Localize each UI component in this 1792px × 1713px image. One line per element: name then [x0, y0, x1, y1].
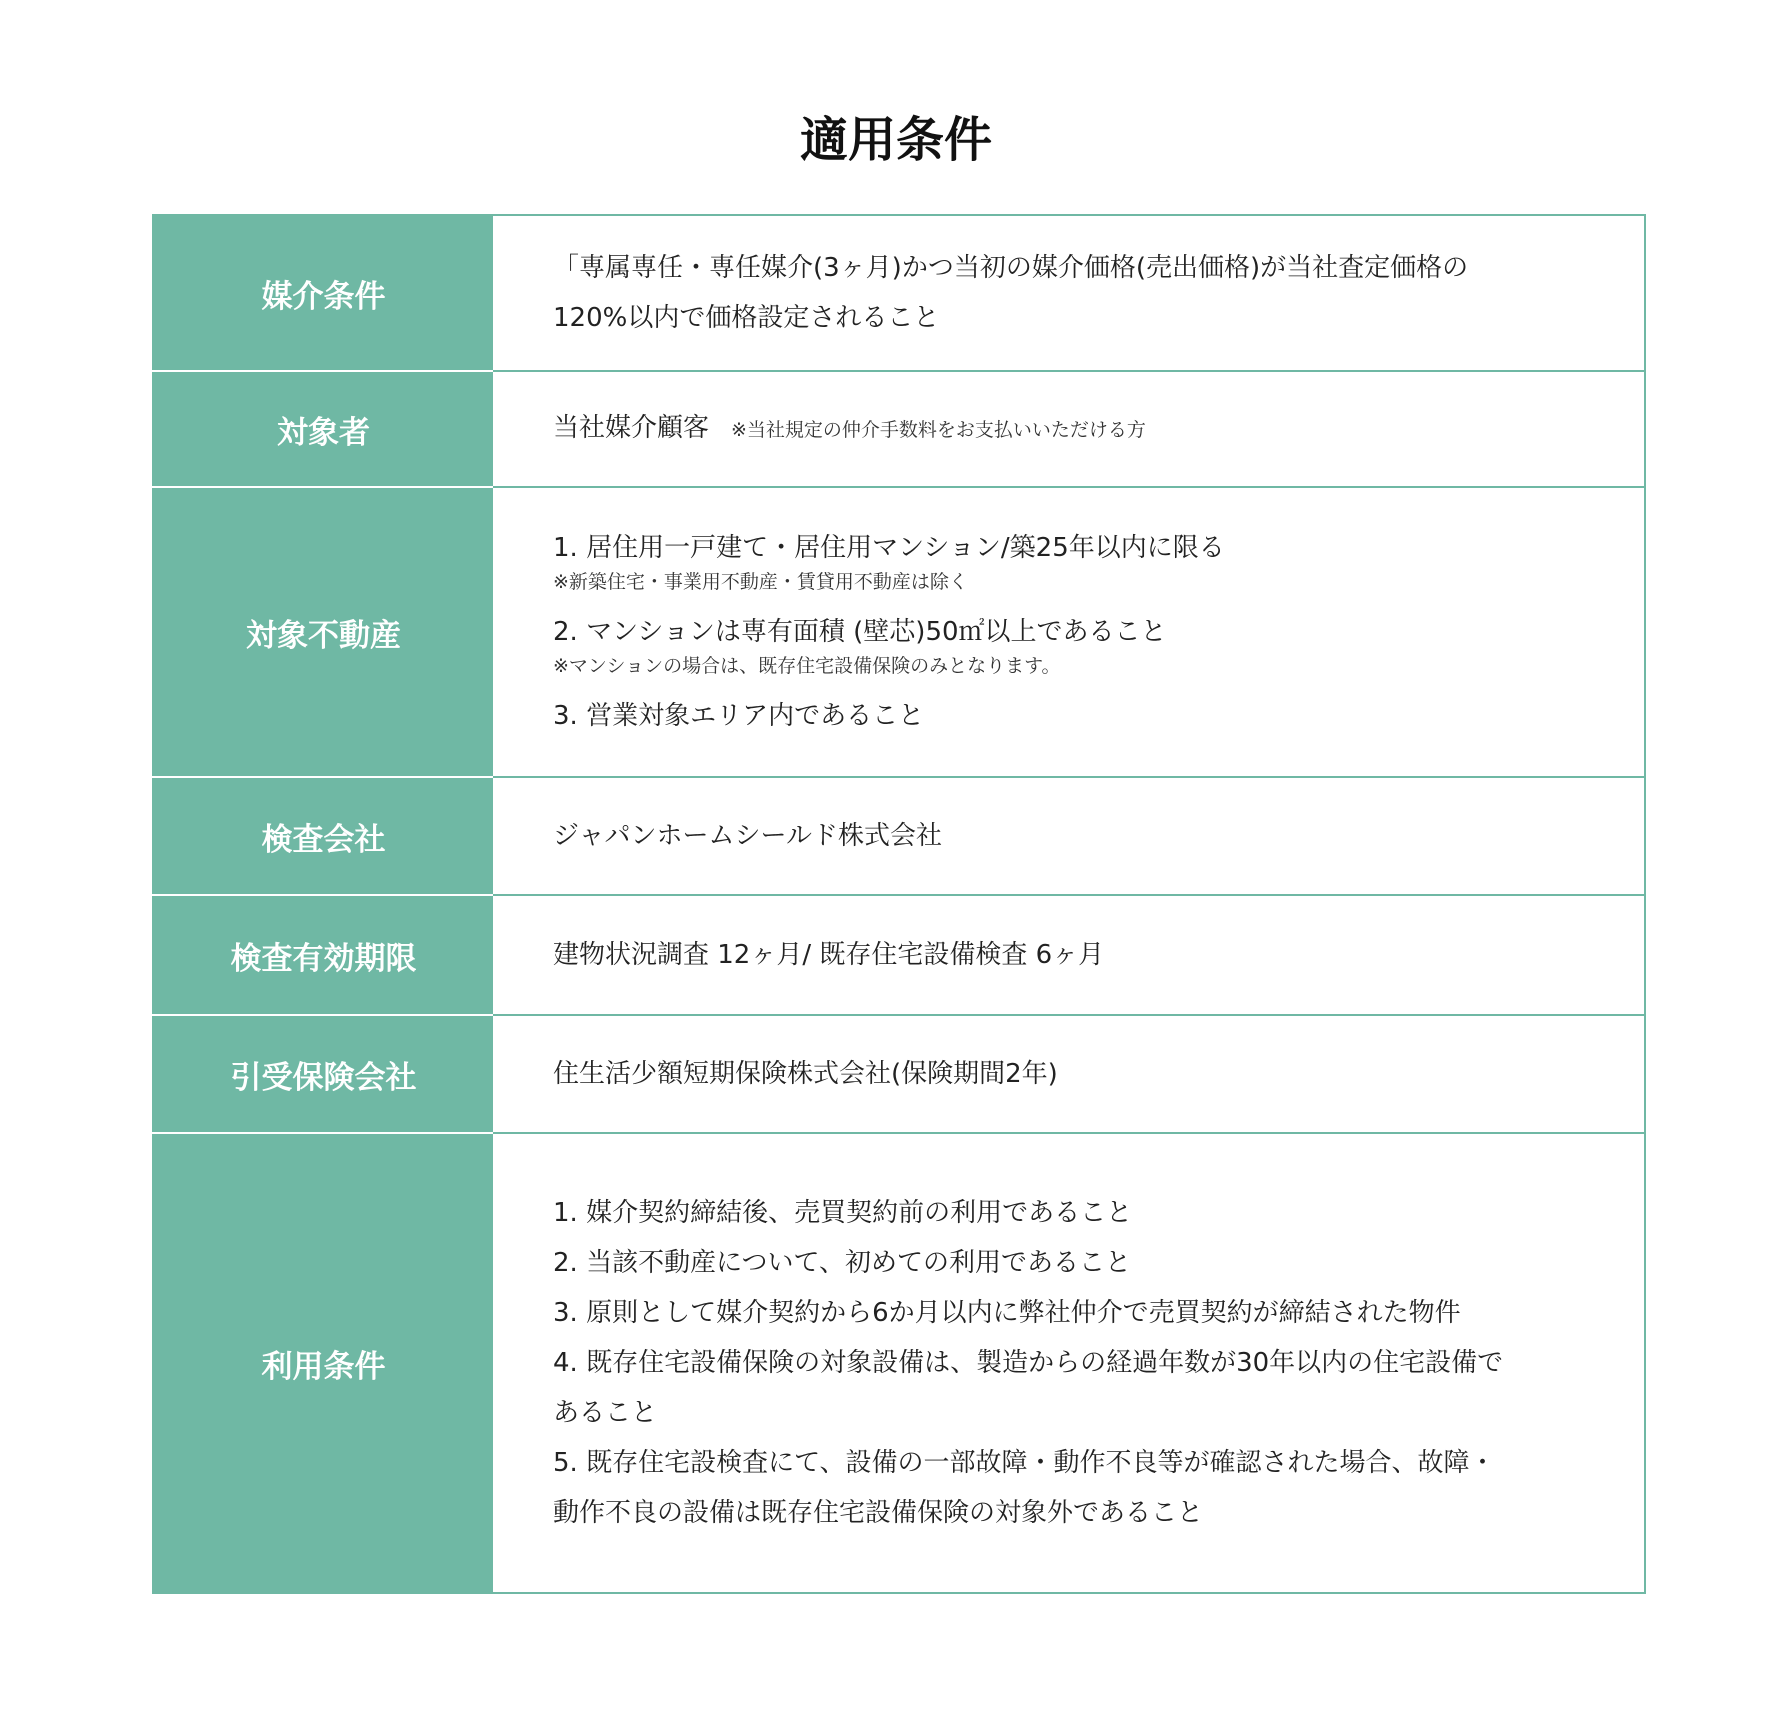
- usage-line-5: あること: [553, 1398, 658, 1428]
- target-property-item-1-note: ※新築住宅・事業用不動産・賃貸用不動産は除く: [553, 571, 968, 593]
- mediation-line-2: 120%以内で価格設定されること: [553, 303, 940, 333]
- target-person-value: 当社媒介顧客: [553, 413, 710, 443]
- row-value-insurer: 住生活少額短期保険株式会社(保険期間2年): [493, 1015, 1645, 1133]
- row-value-usage-conditions: [493, 1133, 1645, 1593]
- conditions-table: [152, 214, 1646, 1594]
- target-property-item-2-text: 2. マンションは専有面積 (壁芯)50㎡以上であること: [553, 617, 1167, 647]
- target-property-item-3-text: 3. 営業対象エリア内であること: [553, 701, 925, 731]
- usage-line-2: 2. 当該不動産について、初めての利用であること: [553, 1248, 1132, 1278]
- row-value-mediation: [493, 215, 1645, 371]
- table-row-target-property: [153, 487, 1645, 777]
- mediation-line-1: 「専属専任・専任媒介(3ヶ月)かつ当初の媒介価格(売出価格)が当社査定価格の: [553, 253, 1469, 283]
- row-label-inspection-validity: 検査有効期限: [153, 895, 493, 1015]
- table-row-inspection-company: [153, 777, 1645, 895]
- target-person-note: ※当社規定の仲介手数料をお支払いいただける方: [731, 419, 1146, 441]
- target-property-item-1-text: 1. 居住用一戸建て・居住用マンション/築25年以内に限る: [553, 533, 1225, 563]
- table-row-target-person: [153, 371, 1645, 487]
- table-row-mediation: [153, 215, 1645, 371]
- page-title: 適用条件: [799, 112, 992, 168]
- row-label-target-property: 対象不動産: [153, 487, 493, 777]
- target-property-item-2: [553, 612, 1584, 680]
- target-property-item-2-note: ※マンションの場合は、既存住宅設備保険のみとなります。: [553, 655, 1061, 677]
- usage-line-1: 1. 媒介契約締結後、売買契約前の利用であること: [553, 1198, 1133, 1228]
- row-label-mediation: 媒介条件: [153, 215, 493, 371]
- row-value-target-person: [493, 371, 1645, 487]
- row-value-target-property: [493, 487, 1645, 777]
- row-label-target-person: 対象者: [153, 371, 493, 487]
- usage-line-6: 5. 既存住宅設検査にて、設備の一部故障・動作不良等が確認された場合、故障・: [553, 1448, 1496, 1478]
- row-value-inspection-company: ジャパンホームシールド株式会社: [493, 777, 1645, 895]
- table-row-usage-conditions: [153, 1133, 1645, 1593]
- row-label-inspection-company: 検査会社: [153, 777, 493, 895]
- table-row-insurer: [153, 1015, 1645, 1133]
- target-property-item-1: [553, 528, 1584, 596]
- target-property-item-3: [553, 696, 1584, 736]
- usage-line-7: 動作不良の設備は既存住宅設備保険の対象外であること: [553, 1498, 1204, 1528]
- usage-line-3: 3. 原則として媒介契約から6か月以内に弊社仲介で売買契約が締結された物件: [553, 1298, 1461, 1328]
- table-row-inspection-validity: [153, 895, 1645, 1015]
- usage-line-4: 4. 既存住宅設備保険の対象設備は、製造からの経過年数が30年以内の住宅設備で: [553, 1348, 1504, 1378]
- row-value-inspection-validity: 建物状況調査 12ヶ月/ 既存住宅設備検査 6ヶ月: [493, 895, 1645, 1015]
- row-label-insurer: 引受保険会社: [153, 1015, 493, 1133]
- row-label-usage-conditions: 利用条件: [153, 1133, 493, 1593]
